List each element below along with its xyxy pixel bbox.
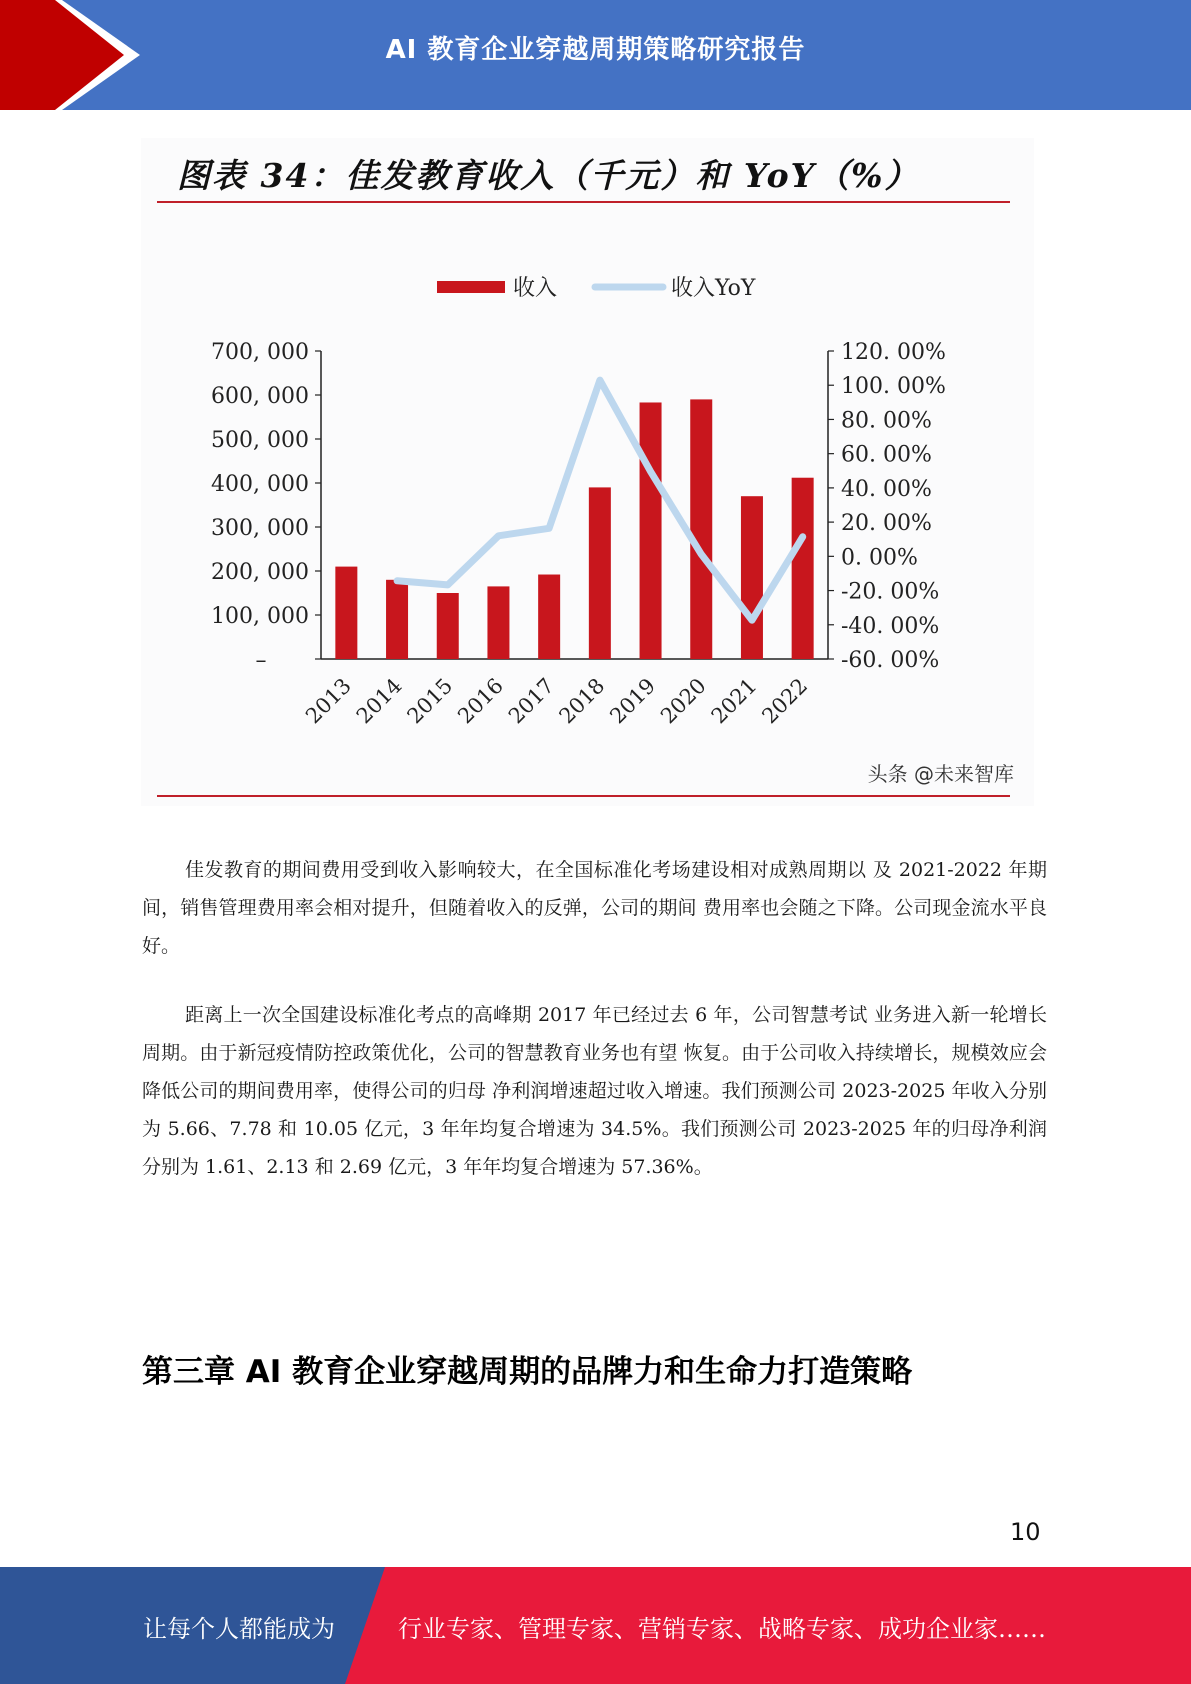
right-tick-label: 100. 00%	[841, 374, 946, 400]
right-tick-label: 0. 00%	[841, 545, 918, 571]
figure-bottom-rule	[157, 795, 1010, 797]
revenue-bar	[386, 580, 408, 659]
figure-title: 图表 34：佳发教育收入（千元）和 YoY（%）	[177, 156, 920, 195]
x-tick-label: 2019	[605, 673, 661, 729]
revenue-yoy-chart	[141, 138, 1034, 806]
left-tick-label: 300, 000	[211, 516, 309, 541]
chart-legend	[437, 276, 756, 301]
left-tick-label: 600, 000	[211, 384, 309, 409]
x-tick-label: 2016	[453, 673, 508, 729]
footer-slogan-right: 行业专家、管理专家、营销专家、战略专家、成功企业家……	[398, 1615, 1046, 1643]
revenue-bar	[690, 399, 712, 659]
x-tick-label: 2017	[503, 673, 559, 729]
page-footer	[0, 1567, 1191, 1684]
x-tick-label: 2015	[402, 673, 458, 729]
x-tick-label: 2018	[554, 673, 610, 729]
chart-bars	[335, 399, 813, 659]
x-tick-label: 2021	[706, 673, 762, 729]
legend-label-line: 收入YoY	[671, 276, 756, 301]
left-tick-label: –	[255, 648, 267, 673]
left-tick-label: 100, 000	[211, 604, 309, 629]
revenue-bar	[741, 496, 763, 659]
revenue-bar	[792, 478, 814, 659]
x-tick-label: 2013	[301, 673, 356, 729]
revenue-bar	[487, 586, 509, 659]
right-tick-label: -40. 00%	[841, 613, 940, 639]
left-tick-label: 500, 000	[211, 428, 309, 453]
page-number: 10	[1010, 1518, 1041, 1546]
chapter-heading: 第三章 AI 教育企业穿越周期的品牌力和生命力打造策略	[142, 1354, 913, 1390]
footer-slogan-left: 让每个人都能成为	[143, 1615, 335, 1643]
legend-swatch-bar	[437, 281, 505, 293]
revenue-bar	[538, 575, 560, 659]
right-tick-label: 60. 00%	[841, 442, 932, 468]
page-header	[0, 0, 1191, 110]
x-tick-label: 2020	[656, 673, 711, 729]
x-tick-label: 2022	[757, 673, 813, 729]
body-paragraph-1: 佳发教育的期间费用受到收入影响较大，在全国标准化考场建设相对成熟周期以 及 2021-2022 年期间，销售管理费用率会相对提升，但随着收入的反弹，公司的期间 费用率也会随之下降。公司现金流水平良好。	[142, 859, 1047, 957]
revenue-bar	[589, 487, 611, 659]
right-tick-label: -20. 00%	[841, 579, 940, 605]
header-title: AI 教育企业穿越周期策略研究报告	[385, 35, 806, 65]
right-tick-label: 120. 00%	[841, 340, 946, 365]
left-tick-label: 200, 000	[211, 560, 309, 585]
right-tick-label: 80. 00%	[841, 408, 932, 434]
figure-34	[141, 138, 1034, 806]
legend-label-bar: 收入	[513, 276, 558, 301]
right-tick-label: 20. 00%	[841, 511, 932, 537]
left-tick-label: 400, 000	[211, 472, 309, 497]
watermark: 头条 @未来智库	[867, 762, 1014, 786]
left-tick-label: 700, 000	[211, 340, 309, 365]
revenue-bar	[437, 593, 459, 659]
x-tick-label: 2014	[351, 673, 407, 729]
body-paragraph-2: 距离上一次全国建设标准化考点的高峰期 2017 年已经过去 6 年，公司智慧考试 业务进入新一轮增长周期。由于新冠疫情防控政策优化，公司的智慧教育业务也有望 恢复。由于公司收入持续增长，规模效应会降低公司的期间费用率，使得公司的归母 净利润增速超过收入增速。我们预测公司 2023-2025 年收入分别为 5.66、7.78 和 10.05 亿元，3 年年均复合增速为 34.5%。我们预测公司 2023-2025 年的归母净利润 分别为 1.61、2.13 和 2.69 亿元，3 年年均复合增速为 57.36%。	[142, 1004, 1047, 1178]
right-tick-label: 40. 00%	[841, 476, 932, 502]
revenue-bar	[640, 402, 662, 659]
right-tick-label: -60. 00%	[841, 648, 940, 673]
revenue-bar	[335, 567, 357, 659]
